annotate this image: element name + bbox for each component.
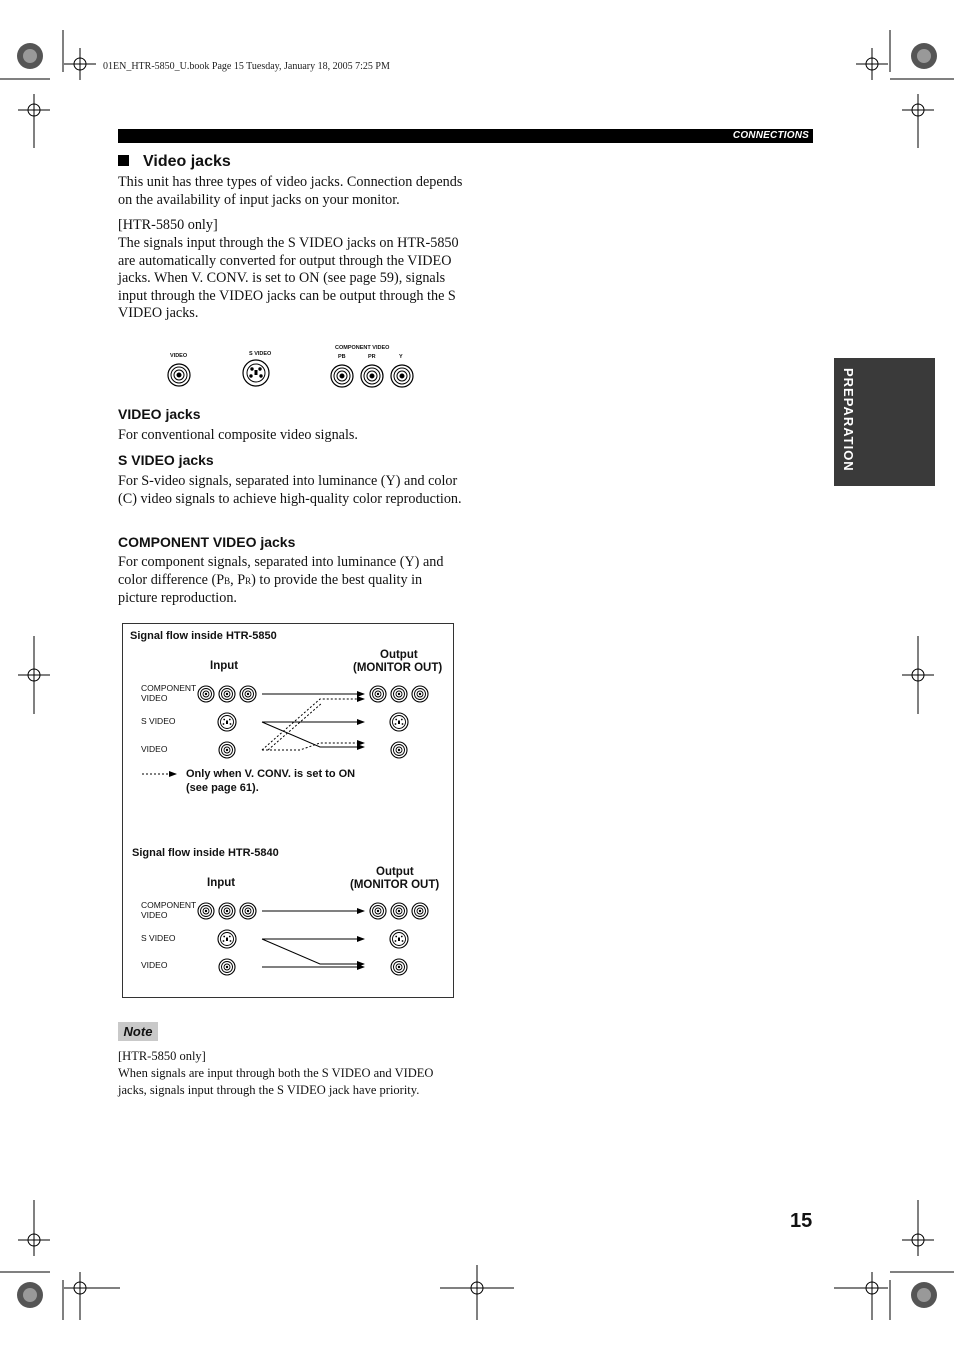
- output-5840-component-pr-jack-icon: [391, 903, 407, 919]
- input-5840-svideo-jack-icon: [218, 930, 236, 948]
- note-model: [HTR-5850 only]: [118, 1049, 206, 1063]
- htr5840-input-label: Input: [207, 877, 236, 889]
- output-component-pr-jack-icon: [391, 686, 407, 702]
- input-5840-video-jack-icon: [219, 959, 235, 975]
- htr5850-monitor-out-label: (MONITOR OUT): [353, 662, 443, 674]
- note-text: When signals are input through both the S VIDEO and VIDEO jacks, signals input through the S VIDEO jack have priority.: [118, 1066, 434, 1097]
- model-paragraph: The signals input through the S VIDEO jacks on HTR-5850 are automatically converted for output through the VIDEO jacks. When V. CONV. is set to ON (see page 59), signals input through the VIDEO jacks can be output through the S VIDEO jacks.: [118, 235, 459, 322]
- subsection-title-component: COMPONENT VIDEO jacks: [118, 534, 296, 550]
- pr-jack-label: PR: [368, 354, 376, 360]
- input-5840-component-pr-jack-icon: [219, 903, 235, 919]
- file-header: 01EN_HTR-5850_U.book Page 15 Tuesday, January 18, 2005 7:25 PM: [103, 61, 390, 72]
- htr5850-output-label: Output: [380, 649, 418, 661]
- htr5840-output-label: Output: [376, 866, 414, 878]
- htr5850-input-label: Input: [210, 660, 239, 672]
- htr5850-row-component: COMPONENT: [141, 683, 197, 693]
- input-component-pr-jack-icon: [219, 686, 235, 702]
- htr5840-row-component-video: VIDEO: [141, 910, 168, 920]
- output-component-y-jack-icon: [412, 686, 428, 702]
- output-svideo-jack-icon: [390, 713, 408, 731]
- subsection-title-svideo: S VIDEO jacks: [118, 452, 214, 468]
- legend-line1: Only when V. CONV. is set to ON: [186, 768, 356, 780]
- subsection-title-video: VIDEO jacks: [118, 406, 201, 422]
- component-jack-label: COMPONENT VIDEO: [335, 345, 390, 351]
- input-5840-component-pb-jack-icon: [198, 903, 214, 919]
- htr5840-row-svideo: S VIDEO: [141, 933, 176, 943]
- input-component-y-jack-icon: [240, 686, 256, 702]
- output-5840-video-jack-icon: [391, 959, 407, 975]
- output-component-pb-jack-icon: [370, 686, 386, 702]
- pb-jack-label: PB: [338, 354, 346, 360]
- subsection-text-video: For conventional composite video signals.: [118, 427, 358, 443]
- y-jack-label: Y: [399, 354, 403, 360]
- htr5840-monitor-out-label: (MONITOR OUT): [350, 879, 440, 891]
- output-5840-component-pb-jack-icon: [370, 903, 386, 919]
- output-5840-component-y-jack-icon: [412, 903, 428, 919]
- output-video-jack-icon: [391, 742, 407, 758]
- subsection-text-svideo: For S-video signals, separated into luminance (Y) and color (C) video signals to achieve high-quality color reproduction.: [118, 473, 462, 507]
- htr5840-title: Signal flow inside HTR-5840: [132, 847, 279, 859]
- output-5840-svideo-jack-icon: [390, 930, 408, 948]
- input-svideo-jack-icon: [218, 713, 236, 731]
- htr5850-title: Signal flow inside HTR-5850: [130, 630, 277, 642]
- htr5850-row-svideo: S VIDEO: [141, 716, 176, 726]
- note-badge: Note: [118, 1022, 158, 1041]
- intro-paragraph: This unit has three types of video jacks. Connection depends on the availability of input jacks on your monitor.: [118, 174, 463, 208]
- htr5840-row-video: VIDEO: [141, 960, 168, 970]
- legend-line2: (see page 61).: [186, 782, 259, 794]
- input-component-pb-jack-icon: [198, 686, 214, 702]
- page-number: 15: [790, 1210, 813, 1232]
- svideo-jack-label: S VIDEO: [249, 351, 272, 357]
- htr5840-row-component: COMPONENT: [141, 900, 197, 910]
- video-jack-label: VIDEO: [170, 353, 188, 359]
- side-tab-label: PREPARATION: [841, 368, 856, 472]
- section-title: Video jacks: [143, 153, 231, 170]
- htr5850-row-component-video: VIDEO: [141, 693, 168, 703]
- input-video-jack-icon: [219, 742, 235, 758]
- model-note: [HTR-5850 only]: [118, 217, 218, 233]
- input-5840-component-y-jack-icon: [240, 903, 256, 919]
- section-header-label: CONNECTIONS: [732, 130, 809, 141]
- htr5850-row-video: VIDEO: [141, 744, 168, 754]
- subsection-text-component: For component signals, separated into luminance (Y) and color difference (PB, PR) to provide the best quality in picture reproduction.: [118, 554, 444, 607]
